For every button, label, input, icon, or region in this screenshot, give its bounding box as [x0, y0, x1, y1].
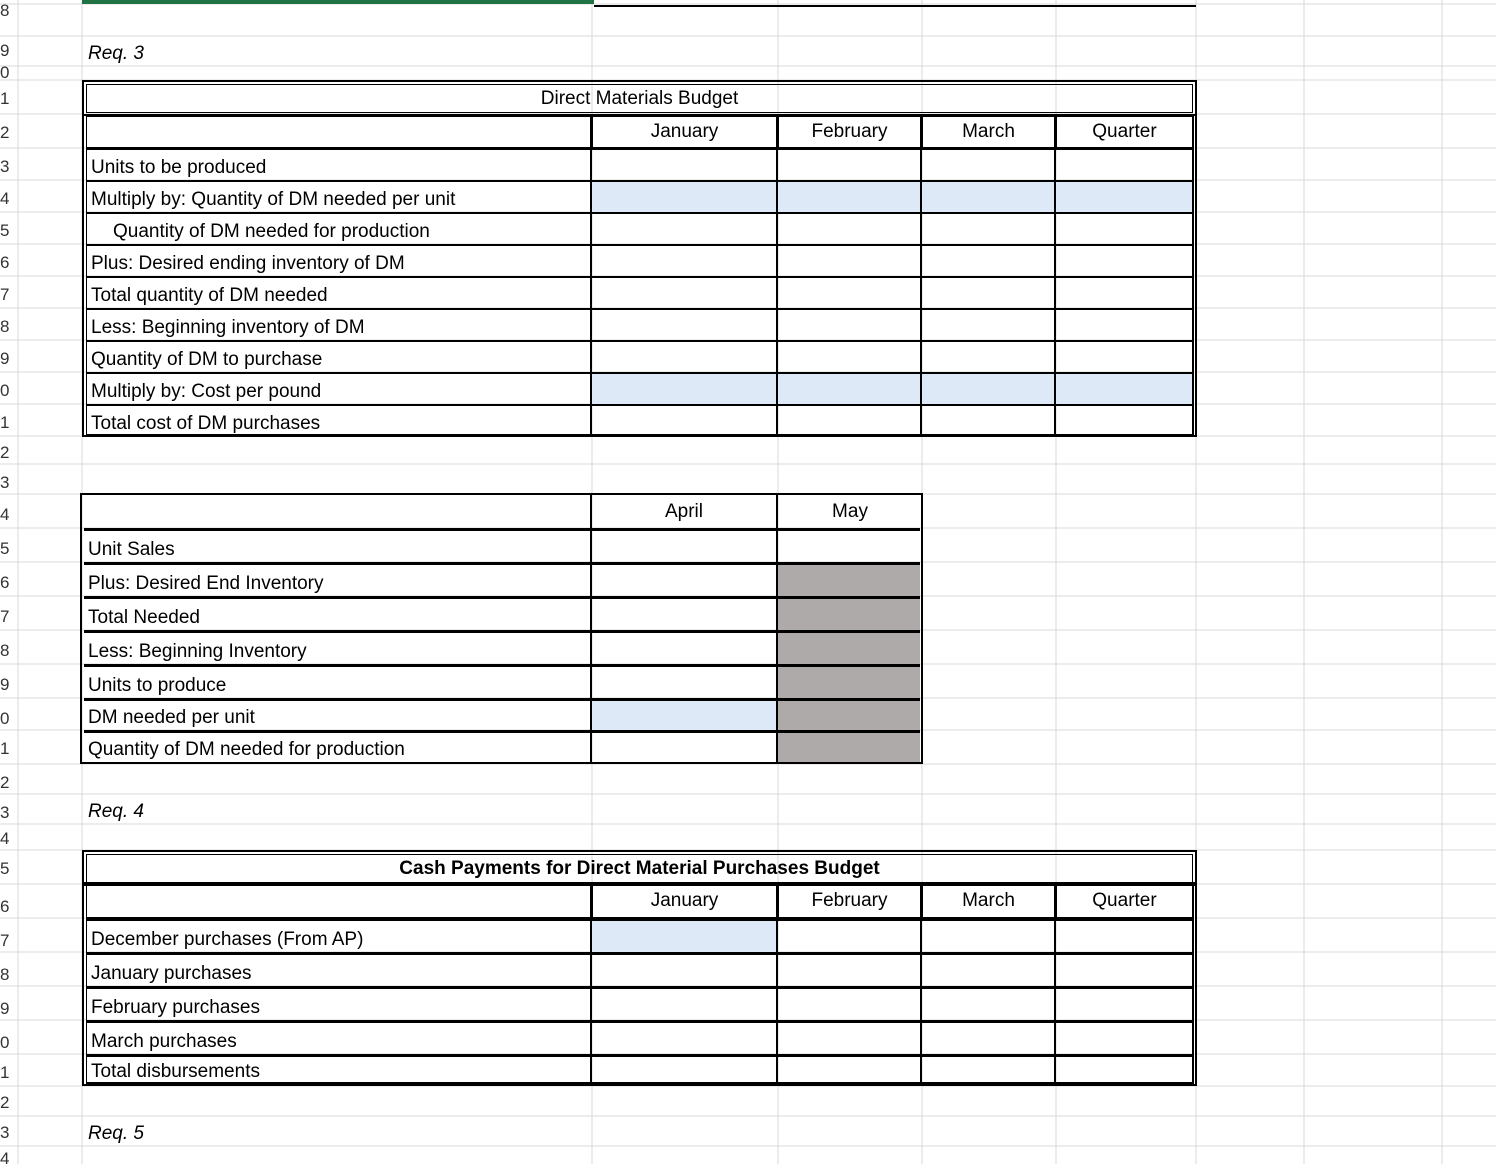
dm-value-cell[interactable] — [922, 340, 1056, 372]
row-number[interactable]: 4 — [0, 189, 10, 208]
dm-column-header[interactable]: March — [922, 116, 1056, 148]
dm-bottom-border — [86, 434, 1194, 436]
row-number[interactable]: 6 — [0, 897, 10, 916]
dm-value-cell[interactable] — [592, 212, 778, 244]
row-number[interactable]: 5 — [0, 539, 10, 558]
cash-row-label[interactable]: March purchases — [86, 1020, 592, 1054]
dm-value-cell[interactable] — [592, 372, 778, 404]
cash-budget-title[interactable]: Cash Payments for Direct Material Purchases Budget — [86, 854, 1193, 883]
cash-value-cell[interactable] — [778, 952, 922, 986]
row-number[interactable]: 2 — [0, 443, 10, 462]
dm-row-label[interactable]: Multiply by: Cost per pound — [86, 372, 592, 404]
prod-row-label[interactable]: Units to produce — [84, 664, 592, 698]
prod-may-cell[interactable] — [778, 596, 920, 630]
dm-row-label[interactable]: Total cost of DM purchases — [86, 404, 592, 436]
dm-value-cell[interactable] — [1056, 148, 1194, 180]
cash-bottom-border — [86, 1082, 1194, 1084]
cash-value-cell[interactable] — [1056, 952, 1194, 986]
row-number[interactable]: 9 — [0, 41, 10, 60]
dm-value-cell[interactable] — [922, 244, 1056, 276]
prod-header-blank[interactable] — [84, 495, 592, 529]
row-number[interactable]: 2 — [0, 123, 10, 142]
cash-value-cell[interactable] — [922, 918, 1056, 952]
dm-value-cell[interactable] — [922, 372, 1056, 404]
dm-value-cell[interactable] — [1056, 372, 1194, 404]
cash-value-cell[interactable] — [1056, 1020, 1194, 1054]
row-number[interactable]: 3 — [0, 1123, 10, 1142]
dm-value-cell[interactable] — [592, 276, 778, 308]
dm-budget-title[interactable]: Direct Materials Budget — [86, 84, 1193, 113]
selection-indicator — [82, 0, 594, 4]
cash-column-header[interactable]: February — [778, 884, 922, 918]
prod-april-cell[interactable] — [592, 730, 778, 762]
prod-may-cell[interactable] — [778, 562, 920, 596]
prod-may-cell[interactable] — [778, 630, 920, 664]
req3-label[interactable]: Req. 3 — [88, 43, 144, 64]
dm-value-cell[interactable] — [1056, 244, 1194, 276]
cash-value-cell[interactable] — [778, 1020, 922, 1054]
row-number[interactable]: 0 — [0, 709, 10, 728]
prod-row-label[interactable]: DM needed per unit — [84, 698, 592, 730]
prod-april-cell[interactable] — [592, 698, 778, 730]
cash-value-cell[interactable] — [1056, 986, 1194, 1020]
dm-row-label[interactable]: Units to be produced — [86, 148, 592, 180]
dm-value-cell[interactable] — [1056, 308, 1194, 340]
row-number[interactable]: 8 — [0, 317, 10, 336]
dm-value-cell[interactable] — [778, 276, 922, 308]
prod-column-header[interactable]: May — [832, 501, 868, 522]
cash-column-header[interactable]: Quarter — [1056, 884, 1194, 918]
row-number[interactable]: 3 — [0, 803, 10, 822]
row-number[interactable]: 1 — [0, 739, 10, 758]
row-number[interactable]: 7 — [0, 931, 10, 950]
cash-row-label[interactable]: December purchases (From AP) — [86, 918, 592, 952]
prod-may-cell[interactable] — [778, 698, 920, 730]
dm-value-cell[interactable] — [778, 308, 922, 340]
prod-row-label[interactable]: Quantity of DM needed for production — [84, 730, 592, 762]
cash-header-blank[interactable] — [86, 884, 592, 918]
dm-row-label[interactable]: Quantity of DM needed for production — [86, 212, 592, 244]
prod-column-header[interactable]: April — [592, 495, 778, 529]
dm-value-cell[interactable] — [778, 244, 922, 276]
dm-value-cell[interactable] — [922, 308, 1056, 340]
dm-value-cell[interactable] — [1056, 404, 1194, 436]
prod-may-cell[interactable] — [778, 730, 920, 762]
row-number[interactable]: 0 — [0, 381, 10, 400]
req4-label[interactable]: Req. 4 — [88, 801, 144, 822]
dm-column-header[interactable]: Quarter — [1056, 116, 1194, 148]
row-number[interactable]: 1 — [0, 413, 10, 432]
dm-row-label[interactable]: Plus: Desired ending inventory of DM — [86, 244, 592, 276]
cash-value-cell[interactable] — [778, 1054, 922, 1084]
dm-value-cell[interactable] — [592, 404, 778, 436]
prod-april-cell[interactable] — [592, 562, 778, 596]
cash-value-cell[interactable] — [922, 1020, 1056, 1054]
req5-label[interactable]: Req. 5 — [88, 1123, 144, 1144]
row-number[interactable]: 7 — [0, 607, 10, 626]
row-number[interactable]: 8 — [0, 965, 10, 984]
dm-value-cell[interactable] — [778, 340, 922, 372]
dm-value-cell[interactable] — [922, 180, 1056, 212]
row-number[interactable]: 0 — [0, 63, 10, 82]
cash-value-cell[interactable] — [778, 918, 922, 952]
row-number[interactable]: 4 — [0, 505, 10, 524]
prod-april-cell[interactable] — [592, 630, 778, 664]
row-number[interactable]: 2 — [0, 1093, 10, 1112]
dm-value-cell[interactable] — [922, 404, 1056, 436]
row-number[interactable]: 3 — [0, 157, 10, 176]
dm-value-cell[interactable] — [592, 340, 778, 372]
row-number[interactable]: 1 — [0, 89, 10, 108]
dm-row-label[interactable]: Quantity of DM to purchase — [86, 340, 592, 372]
cash-row-label[interactable]: Total disbursements — [86, 1054, 592, 1084]
dm-value-cell[interactable] — [1056, 212, 1194, 244]
cash-row-label[interactable]: January purchases — [86, 952, 592, 986]
dm-row-label[interactable]: Total quantity of DM needed — [86, 276, 592, 308]
dm-value-cell[interactable] — [1056, 180, 1194, 212]
dm-row-label[interactable]: Multiply by: Quantity of DM needed per unit — [86, 180, 592, 212]
prod-row-label[interactable]: Plus: Desired End Inventory — [84, 562, 592, 596]
dm-value-cell[interactable] — [592, 244, 778, 276]
cash-value-cell[interactable] — [922, 1054, 1056, 1084]
header-blank-cell[interactable] — [86, 116, 592, 148]
row-number[interactable]: 5 — [0, 859, 10, 878]
dm-value-cell[interactable] — [592, 148, 778, 180]
cash-column-header[interactable]: January — [592, 884, 778, 918]
row-number[interactable]: 1 — [0, 1063, 10, 1082]
row-number[interactable]: 8 — [0, 641, 10, 660]
dm-value-cell[interactable] — [1056, 276, 1194, 308]
dm-row-label[interactable]: Less: Beginning inventory of DM — [86, 308, 592, 340]
row-number[interactable]: 5 — [0, 221, 10, 240]
row-number[interactable]: 9 — [0, 675, 10, 694]
prod-may-cell[interactable] — [778, 664, 920, 698]
dm-value-cell[interactable] — [778, 372, 922, 404]
cash-value-cell[interactable] — [592, 918, 778, 952]
dm-column-header[interactable]: January — [592, 116, 778, 148]
row-number[interactable]: 4 — [0, 1149, 10, 1168]
dm-value-cell[interactable] — [778, 148, 922, 180]
dm-column-header[interactable]: February — [778, 116, 922, 148]
dm-value-cell[interactable] — [592, 180, 778, 212]
row-number[interactable]: 4 — [0, 829, 10, 848]
row-number[interactable]: 3 — [0, 473, 10, 492]
cash-value-cell[interactable] — [592, 1020, 778, 1054]
cash-column-header[interactable]: March — [922, 884, 1056, 918]
cash-value-cell[interactable] — [922, 986, 1056, 1020]
row-number[interactable]: 8 — [0, 1, 10, 20]
cash-value-cell[interactable] — [1056, 918, 1194, 952]
dm-value-cell[interactable] — [1056, 340, 1194, 372]
cash-value-cell[interactable] — [592, 1054, 778, 1084]
cash-value-cell[interactable] — [778, 986, 922, 1020]
prod-april-cell[interactable] — [592, 664, 778, 698]
row-number[interactable]: 9 — [0, 349, 10, 368]
prod-row-label[interactable]: Less: Beginning Inventory — [84, 630, 592, 664]
prod-may-cell[interactable] — [778, 528, 920, 562]
row-number[interactable]: 9 — [0, 999, 10, 1018]
cash-value-cell[interactable] — [592, 986, 778, 1020]
prod-april-cell[interactable] — [592, 596, 778, 630]
cash-value-cell[interactable] — [1056, 1054, 1194, 1084]
top-border — [594, 5, 1196, 7]
prod-april-cell[interactable] — [592, 528, 778, 562]
cash-row-label[interactable]: February purchases — [86, 986, 592, 1020]
dm-value-cell[interactable] — [922, 148, 1056, 180]
dm-value-cell[interactable] — [778, 180, 922, 212]
dm-value-cell[interactable] — [922, 276, 1056, 308]
row-number[interactable]: 2 — [0, 773, 10, 792]
dm-value-cell[interactable] — [778, 404, 922, 436]
row-number[interactable]: 7 — [0, 285, 10, 304]
row-number[interactable]: 0 — [0, 1033, 10, 1052]
prod-row-label[interactable]: Total Needed — [84, 596, 592, 630]
dm-value-cell[interactable] — [778, 212, 922, 244]
dm-value-cell[interactable] — [592, 308, 778, 340]
row-number[interactable]: 6 — [0, 253, 10, 272]
cash-value-cell[interactable] — [592, 952, 778, 986]
row-number[interactable]: 6 — [0, 573, 10, 592]
dm-value-cell[interactable] — [922, 212, 1056, 244]
cash-value-cell[interactable] — [922, 952, 1056, 986]
prod-row-label[interactable]: Unit Sales — [84, 528, 592, 562]
